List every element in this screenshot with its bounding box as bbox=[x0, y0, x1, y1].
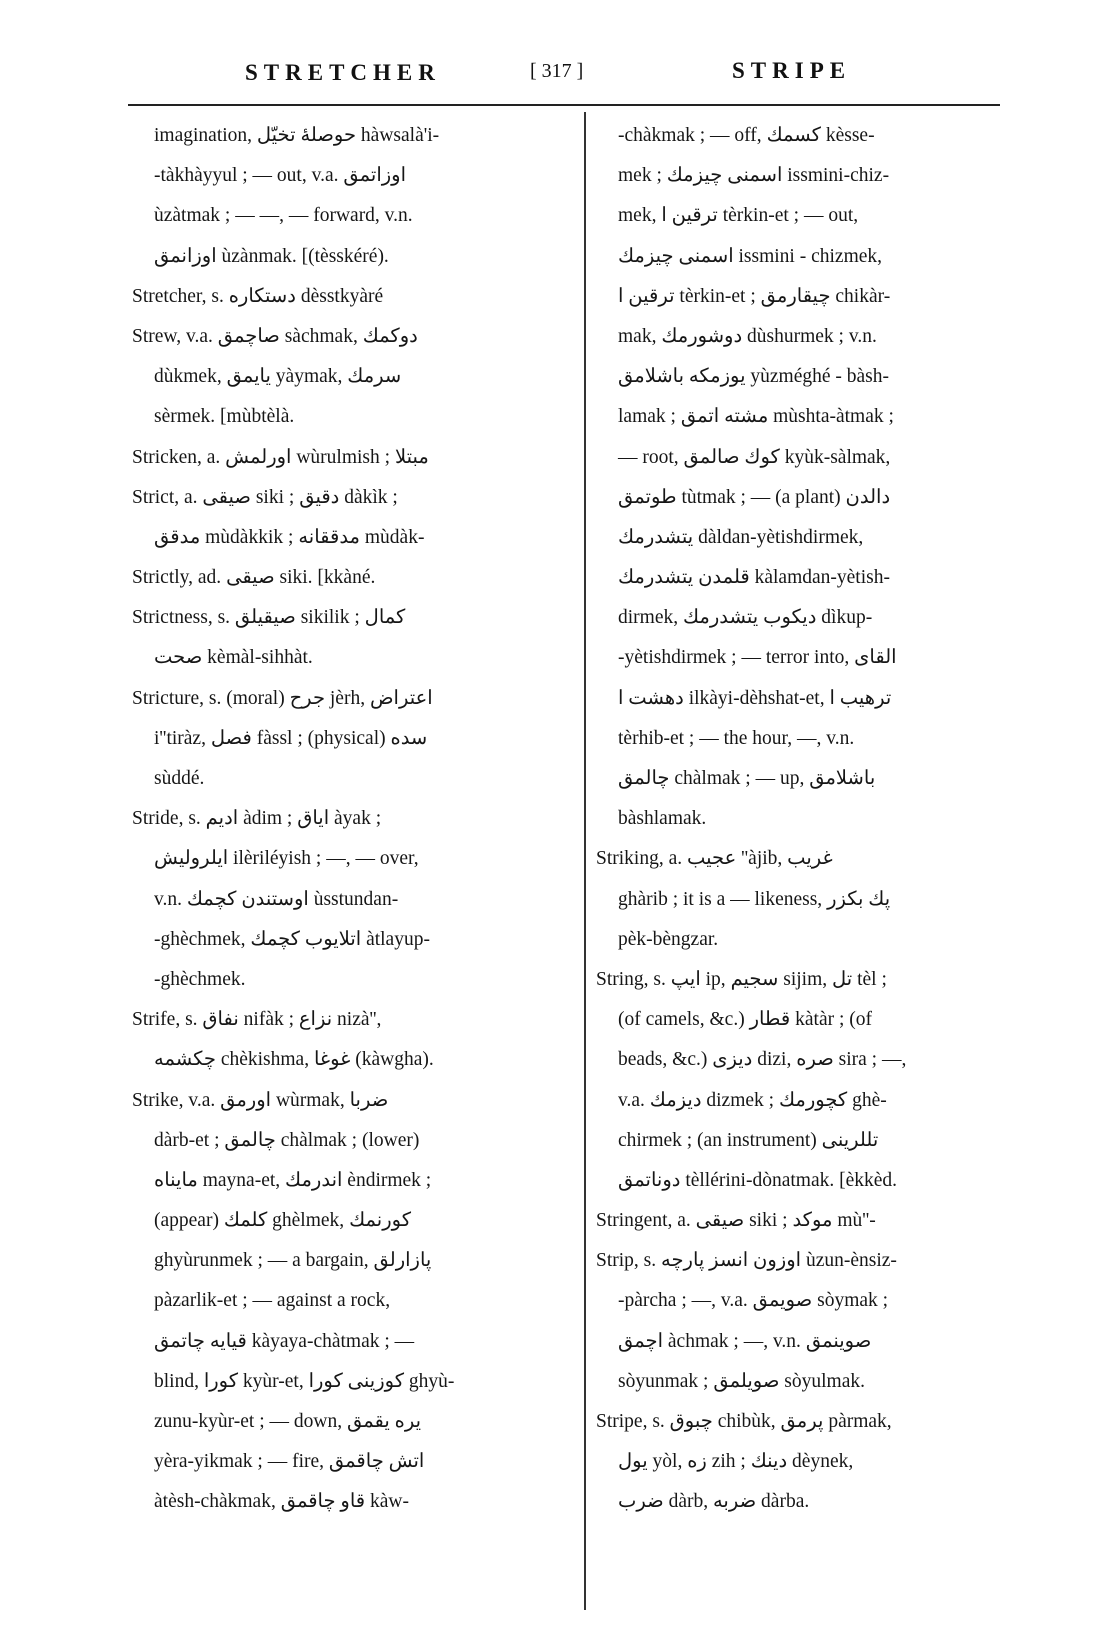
entry-line: — root, کوك صالمق kyùk-sàlmak, bbox=[618, 446, 891, 468]
entry-line: yèra-yikmak ; — fire, اتش چاقمق bbox=[154, 1451, 425, 1473]
entry-line: مایناه mayna-et, اندرمك èndirmek ; bbox=[154, 1169, 432, 1191]
entry-line: (of camels, &c.) قطار kàtàr ; (of bbox=[618, 1009, 873, 1031]
entry-line: sèrmek. [mùbtèlà. bbox=[154, 406, 295, 428]
entry-line: dirmek, دیکوب یتشدرمك dìkup- bbox=[618, 607, 873, 629]
entry-line: ghyùrunmek ; — a bargain, پازارلق bbox=[154, 1250, 432, 1272]
entry-line: lamak ; مشته اتمق mùshta-àtmak ; bbox=[618, 406, 894, 428]
entry-line: -yètishdirmek ; — terror into, القای bbox=[618, 647, 897, 669]
entry-line: Stricken, a. اورلمش wùrulmish ; مبتلا bbox=[132, 446, 429, 468]
entry-line: چکشمه chèkishma, غوغا (kàwgha). bbox=[154, 1049, 434, 1071]
entry-line: -ghèchmek, اتلایوب کچمك àtlayup- bbox=[154, 928, 430, 950]
entry-line: -pàrcha ; —, v.a. صویمق sòymak ; bbox=[618, 1290, 889, 1312]
entry-line: Strictly, ad. صیقی siki. [kkàné. bbox=[132, 567, 376, 589]
entry-line: Stringent, a. صیقی siki ; موکد mù''- bbox=[596, 1210, 876, 1232]
entry-line: ghàrib ; it is a — likeness, پك بکزر bbox=[618, 888, 891, 910]
entry-line: tèrhib-et ; — the hour, —, v.n. bbox=[618, 727, 855, 749]
column-divider bbox=[584, 112, 586, 1610]
entry-line: Strife, s. نفاق nifàk ; نزاع nizà'', bbox=[132, 1009, 382, 1031]
left-headword: STRETCHER bbox=[245, 60, 441, 85]
entry-line: dùkmek, یایمق yàymak, سرمك bbox=[154, 366, 402, 388]
entry-line: imagination, حوصلهٔ تخیّل hàwsalà'i- bbox=[154, 125, 440, 146]
entry-line: v.a. دیزمك dizmek ; کچورمك ghè- bbox=[618, 1089, 887, 1111]
entry-line: pàzarlik-et ; — against a rock, bbox=[154, 1290, 391, 1312]
entry-line: یول yòl, زه zih ; دینك dèynek, bbox=[618, 1451, 854, 1473]
entry-line: Stride, s. ادیم àdim ; ایاق àyak ; bbox=[132, 808, 382, 830]
entry-line: (appear) کلمك ghèlmek, کورنمك bbox=[154, 1210, 411, 1232]
entry-line: طوتمق tùtmak ; — (a plant) دالدن bbox=[618, 486, 891, 508]
entry-line: pèk-bèngzar. bbox=[618, 928, 719, 950]
entry-line: -chàkmak ; — off, کسمك kèsse- bbox=[618, 125, 875, 146]
right-column bbox=[596, 116, 1004, 1523]
entry-line: àtèsh-chàkmak, قاو چاقمق kàw- bbox=[154, 1491, 409, 1513]
entry-line: اچمق àchmak ; —, v.n. صوینمق bbox=[618, 1330, 872, 1352]
entry-line: ضرب dàrb, ضربه dàrba. bbox=[618, 1491, 810, 1513]
entry-line: قیایه چاتمق kàyaya-chàtmak ; — bbox=[154, 1330, 415, 1352]
entry-line: sùddé. bbox=[154, 768, 205, 789]
entry-line: اوزانمق ùzànmak. [(tèsskéré). bbox=[154, 245, 389, 267]
header-rule bbox=[128, 104, 1000, 106]
entry-line: یتشدرمك dàldan-yètishdirmek, bbox=[618, 526, 864, 548]
entry-line: zunu-kyùr-et ; — down, یره یقمق bbox=[154, 1411, 422, 1432]
entry-line: یوزمکه باشلامق yùzméghé - bàsh- bbox=[618, 366, 890, 388]
entry-line: ùzàtmak ; — —, — forward, v.n. bbox=[154, 205, 413, 227]
entry-line: chirmek ; (an instrument) تللرینی bbox=[618, 1129, 879, 1151]
entry-line: sòyunmak ; صویلمق sòyulmak. bbox=[618, 1370, 865, 1392]
entry-line: دوناتمق tèllérini-dònatmak. [èkkèd. bbox=[618, 1169, 898, 1191]
entry-line: Strict, a. صیقی siki ; دقیق dàkìk ; bbox=[132, 486, 398, 508]
entry-line: دهشت ا ilkàyi-dèhshat-et, ترهیب ا bbox=[618, 687, 892, 709]
entry-line: blind, کورا kyùr-et, کوزینی کورا ghyù- bbox=[154, 1370, 455, 1392]
entry-line: -tàkhàyyul ; — out, v.a. اوزاتمق bbox=[154, 165, 407, 187]
entry-line: Stripe, s. چبوق chibùk, پرمق pàrmak, bbox=[596, 1411, 892, 1432]
entry-line: mak, دوشورمك dùshurmek ; v.n. bbox=[618, 325, 877, 347]
entry-line: Strip, s. اوزون انسز پارچه ùzun-ènsiz- bbox=[596, 1250, 897, 1272]
entry-line: Strike, v.a. اورمق wùrmak, ضربا bbox=[132, 1089, 389, 1111]
page-header bbox=[0, 52, 1113, 92]
entry-line: -ghèchmek. bbox=[154, 968, 246, 990]
entry-line: چالمق chàlmak ; — up, باشلامق bbox=[618, 768, 876, 789]
page-number: [ 317 ] bbox=[530, 60, 584, 82]
entry-line: bàshlamak. bbox=[618, 808, 707, 830]
entry-line: ترقین ا tèrkin-et ; چیقارمق chikàr- bbox=[618, 285, 891, 307]
entry-line: قلمدن یتشدرمك kàlamdan-yètish- bbox=[618, 567, 890, 589]
entry-line: Strictness, s. صیقیلق sikilik ; کمال bbox=[132, 607, 406, 629]
entry-line: mek ; اسمنی چیزمك issmini-chiz- bbox=[618, 165, 890, 187]
right-headword: STRIPE bbox=[732, 58, 852, 83]
entry-line: ایلرولیش ilèriléyish ; —, — over, bbox=[154, 848, 419, 870]
left-column bbox=[132, 116, 566, 1523]
entry-line: String, s. ایپ ip, سجیم sijim, تل tèl ; bbox=[596, 968, 887, 990]
entry-line: Stretcher, s. دستکاره dèsstkyàré bbox=[132, 285, 384, 307]
entry-line: Stricture, s. (moral) جرح jèrh, اعتراض bbox=[132, 687, 433, 709]
entry-line: اسمنی چیزمك issmini - chizmek, bbox=[618, 245, 883, 267]
entry-line: i''tiràz, فصل fàssl ; (physical) سده bbox=[154, 727, 428, 749]
entry-line: mek, ترقین ا tèrkin-et ; — out, bbox=[618, 205, 859, 227]
entry-line: Strew, v.a. صاچمق sàchmak, دوکمك bbox=[132, 325, 418, 347]
entry-line: v.n. اوستندن کچمك ùsstundan- bbox=[154, 888, 399, 910]
entry-line: مدقق mùdàkkik ; مدققانه mùdàk- bbox=[154, 526, 425, 548]
entry-line: dàrb-et ; چالمق chàlmak ; (lower) bbox=[154, 1129, 420, 1151]
entry-line: Striking, a. عجیب ''àjib, غریب bbox=[596, 848, 833, 870]
entry-line: صحت kèmàl-sihhàt. bbox=[154, 647, 313, 669]
entry-line: beads, &c.) دیزی dizi, صره sira ; —, bbox=[618, 1049, 907, 1071]
